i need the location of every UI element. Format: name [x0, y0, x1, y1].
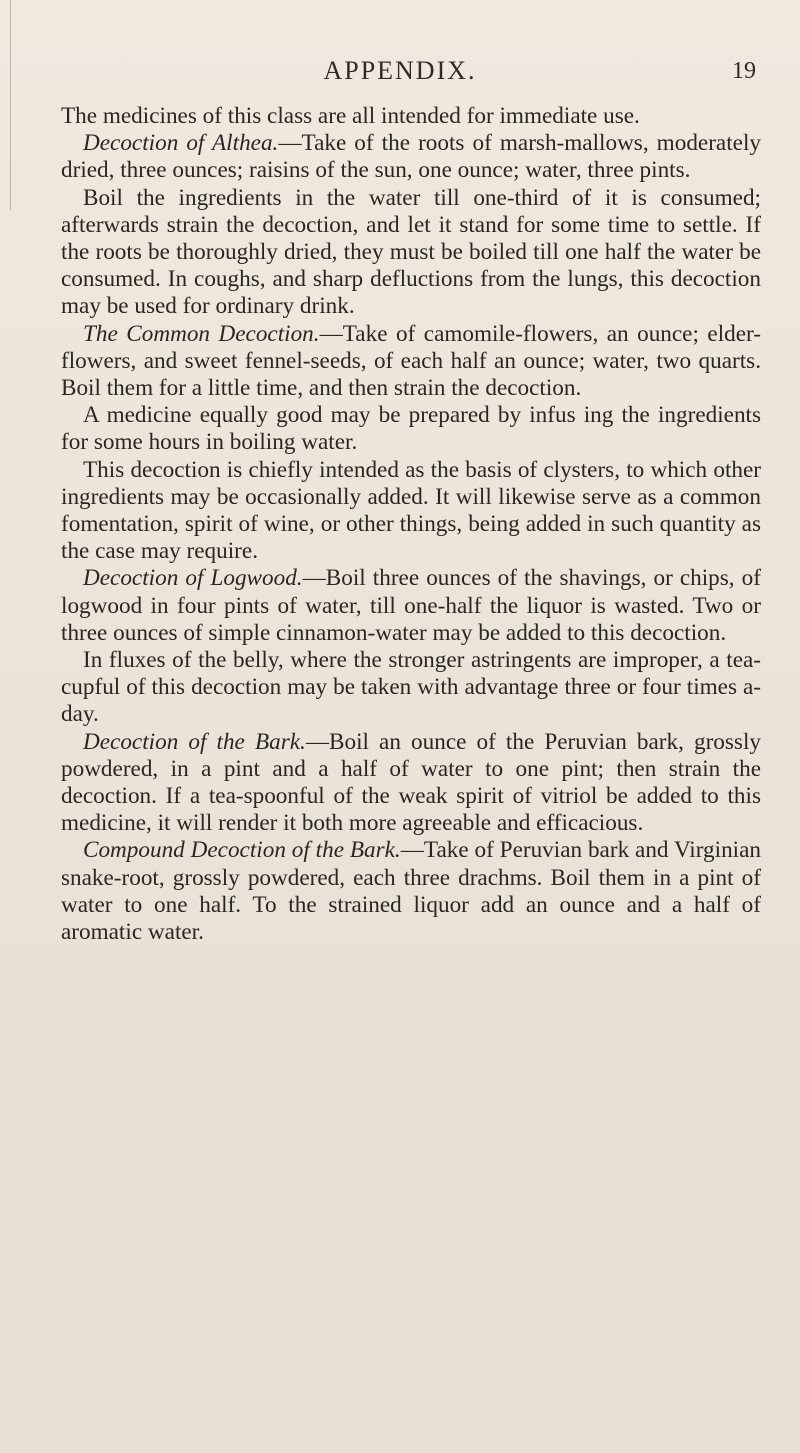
- paragraph-common-decoction: [61, 321, 761, 403]
- paragraph-text: A medicine equally good may be prepared by infus ing the ingredients for some hours in boiling water.: [61, 402, 761, 456]
- running-head: APPENDIX.: [323, 56, 477, 85]
- paragraph-compound-decoction-bark: [61, 837, 761, 946]
- paragraph-decoction-althea: [61, 130, 761, 184]
- paragraph-text: The medicines of this class are all intended for immediate use.: [61, 103, 640, 129]
- page-number: 19: [732, 58, 756, 84]
- paragraph-decoction-logwood: [61, 565, 761, 647]
- recipe-title: Decoction of Althea.: [83, 130, 279, 157]
- paragraph-intro: [61, 103, 761, 130]
- paragraph-text: This decoction is chiefly intended as the basis of clysters, to which other ingredients may be occasionally added. It will likewise serve as a common fomentation, spirit of wine, or other things, being added in such quantity as the case may require.: [61, 456, 761, 565]
- paragraph-text: —Boil an ounce of the Peruvian bark, grossly powdered, in a pint and a half of water to one pint; then strain the decoction. If a tea-spoonful of the weak spirit of vitriol be added to this medicine, it will render it both more agreeable and efficacious.: [61, 728, 761, 837]
- recipe-title: Compound Decoction of the Bark.: [83, 837, 401, 864]
- paragraph-decoction-bark: [61, 729, 761, 838]
- paragraph-text: Boil the ingredients in the water till one-third of it is consumed; afterwards strain the decoction, and let it stand for some time to settle. If the roots be thoroughly dried, they must be boiled till one half the water be consumed. In coughs, and sharp defluctions from the lungs, this decoction may be used for ordinary drink.: [61, 184, 761, 320]
- recipe-title: Decoction of the Bark.: [83, 728, 306, 755]
- paragraph-text: In fluxes of the belly, where the stronger astringents are improper, a tea-cupful of this decoction may be taken with advantage three or four times a-day.: [61, 647, 761, 728]
- paragraph-text: —Boil three ounces of the shavings, or chips, of logwood in four pints of water, till one-half the liquor is wasted. Two or three ounces of simple cinnamon-water may be added to this decoction.: [61, 565, 761, 646]
- recipe-title: Decoction of Logwood.: [83, 565, 303, 592]
- paragraph-text: —Take of Peruvian bark and Virginian snake-root, grossly powdered, each three drachms. Boil them in a pint of water to one half. To the strained liquor add an ounce and a half of aromatic water.: [61, 837, 761, 946]
- binding-edge: [0, 0, 11, 210]
- recipe-title: The Common Decoction.: [83, 320, 320, 347]
- paragraph-althea-method: [61, 185, 761, 321]
- paragraph-logwood-use: [61, 647, 761, 729]
- paragraph-text: —Take of camomile-flowers, an ounce; elder-flowers, and sweet fennel-seeds, of each half an ounce; water, two quarts. Boil them for a little time, and then strain the decoction.: [61, 320, 761, 402]
- paragraph-clysters-note: [61, 457, 761, 566]
- paragraph-infusion-note: [61, 402, 761, 456]
- paragraph-text: —Take of the roots of marsh-mallows, moderately dried, three ounces; raisins of the sun, one ounce; water, three pints.: [61, 130, 761, 184]
- page-header: [0, 56, 800, 90]
- body-text: [61, 103, 761, 946]
